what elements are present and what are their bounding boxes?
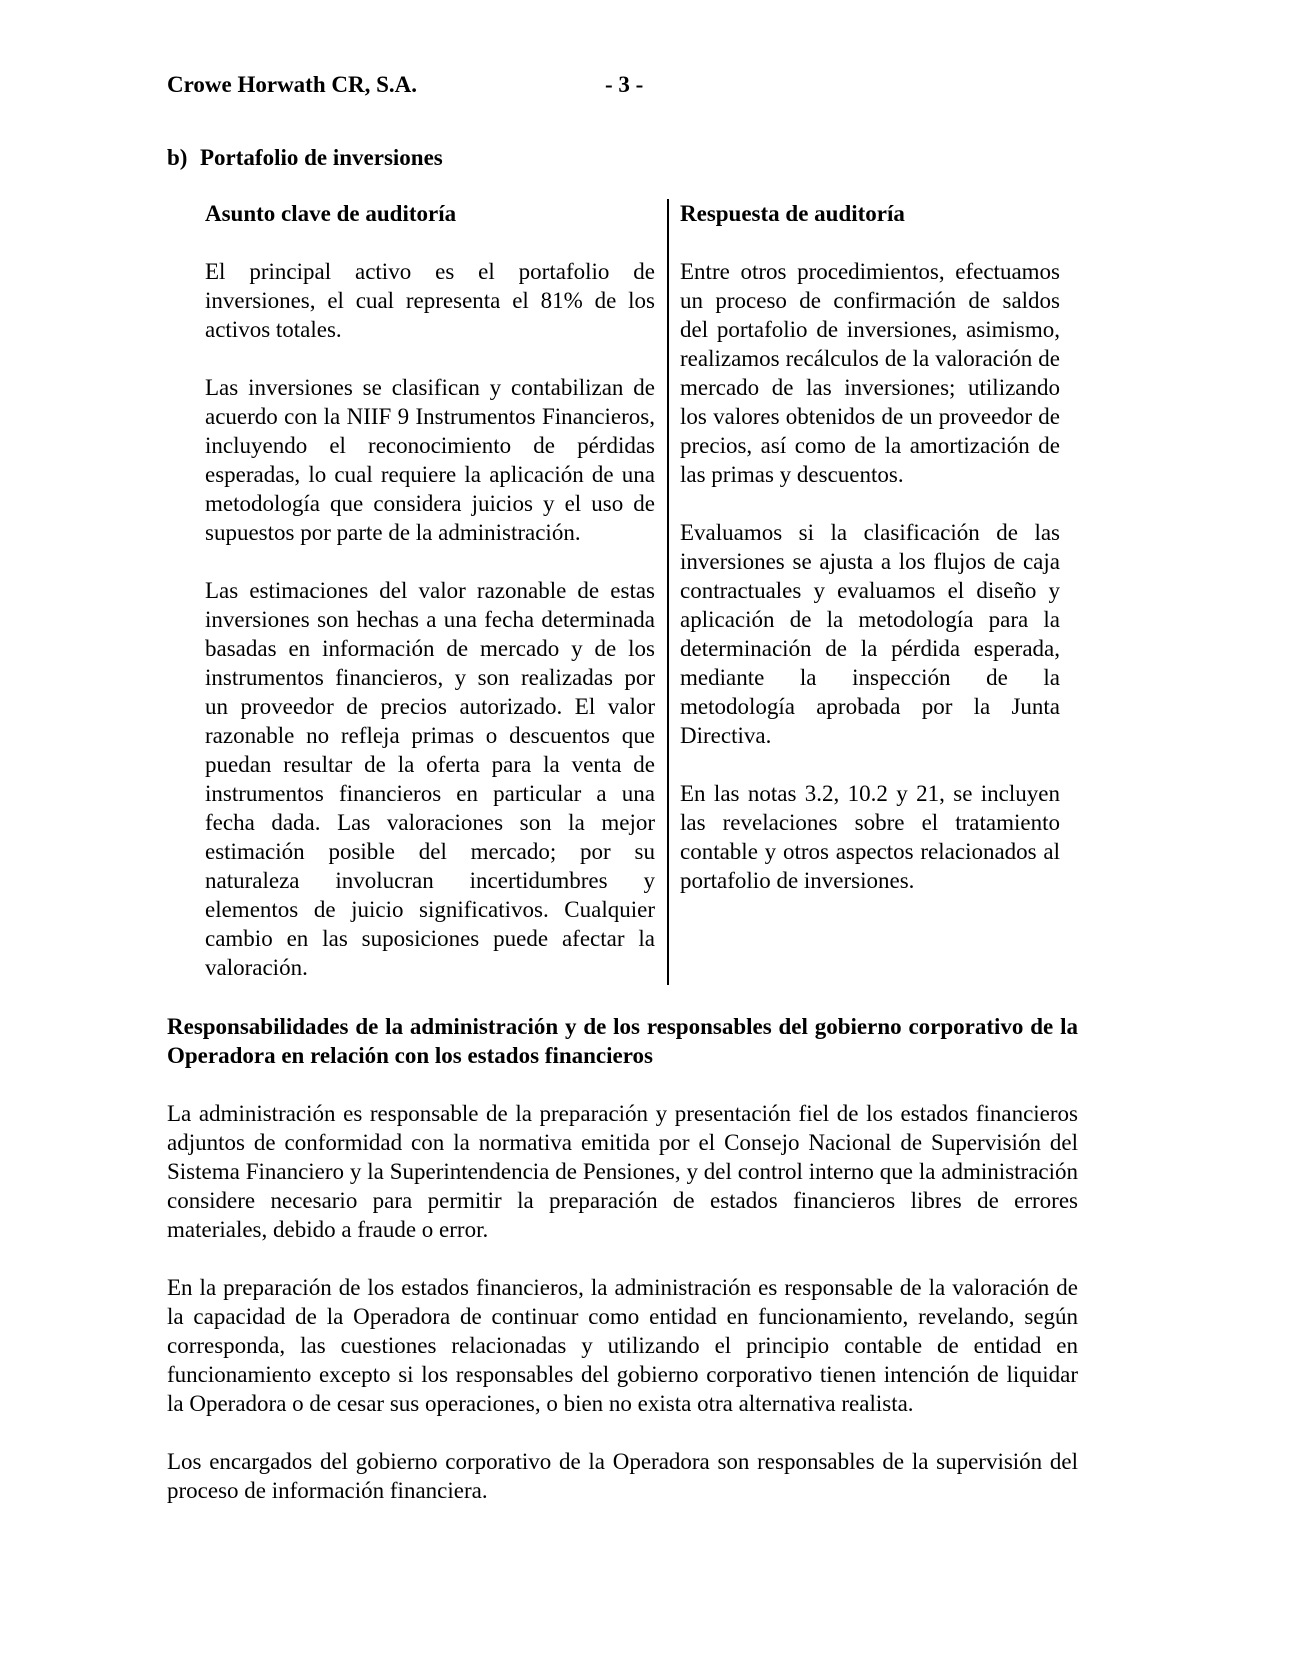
- kam-right-paragraph-3: En las notas 3.2, 10.2 y 21, se incluyen las revelaciones sobre el tratamiento contable y otros aspectos relacionados al portafolio de inversiones.: [680, 781, 1060, 893]
- page-header: [167, 70, 1078, 99]
- kam-left-paragraph-1: El principal activo es el portafolio de inversiones, el cual representa el 81% de los activos totales.: [205, 259, 655, 342]
- kam-right-column: [669, 199, 1060, 985]
- kam-left-paragraph-2: Las inversiones se clasifican y contabilizan de acuerdo con la NIIF 9 Instrumentos Financieros, incluyendo el reconocimiento de pérdidas esperadas, lo cual requiere la aplicación de una metodología que considera juicios y el uso de supuestos por parte de la administración.: [205, 375, 655, 545]
- kam-left-paragraph-3: Las estimaciones del valor razonable de estas inversiones son hechas a una fecha determinada basadas en información de mercado y de los instrumentos financieros, y son realizadas por un proveedor de precios autorizado. El valor razonable no refleja primas o descuentos que puedan resultar de la oferta para la venta de instrumentos financieros en particular a una fecha dada. Las valoraciones son la mejor estimación posible del mercado; por su naturaleza involucran incertidumbres y elementos de juicio significativos. Cualquier cambio en las suposiciones puede afectar la valoración.: [205, 578, 655, 980]
- section-b-label: b): [167, 145, 188, 170]
- kam-right-paragraph-2: Evaluamos si la clasificación de las inversiones se ajusta a los flujos de caja contractuales y evaluamos el diseño y aplicación de la metodología para la determinación de la pérdida esperada, mediante la inspección de la metodología aprobada por la Junta Directiva.: [680, 520, 1060, 748]
- kam-right-paragraph-1: Entre otros procedimientos, efectuamos un proceso de confirmación de saldos del portafolio de inversiones, asimismo, realizamos recálculos de la valoración de mercado de las inversiones; utilizando los valores obtenidos de un proveedor de precios, así como de la amortización de las primas y descuentos.: [680, 259, 1060, 487]
- kam-left-column: [205, 199, 667, 985]
- section-b-title: Portafolio de inversiones: [200, 145, 443, 170]
- responsibilities-heading: Responsabilidades de la administración y de los responsables del gobierno corporativo de la Operadora en relación con los estados financieros: [167, 1014, 1078, 1068]
- responsibilities-paragraph-3: Los encargados del gobierno corporativo de la Operadora son responsables de la supervisión del proceso de información financiera.: [167, 1449, 1078, 1503]
- responsibilities-paragraph-1: La administración es responsable de la preparación y presentación fiel de los estados financieros adjuntos de conformidad con la normativa emitida por el Consejo Nacional de Supervisión del Sistema Financiero y la Superintendencia de Pensiones, y del control interno que la administración considere necesario para permitir la preparación de estados financieros libres de errores materiales, debido a fraude o error.: [167, 1101, 1078, 1242]
- section-b-heading: [167, 143, 1078, 172]
- kam-right-column-header: Respuesta de auditoría: [680, 201, 905, 226]
- key-audit-matters-table: [205, 199, 1078, 985]
- page-number: - 3 -: [605, 72, 644, 97]
- kam-left-column-header: Asunto clave de auditoría: [205, 201, 457, 226]
- responsibilities-paragraph-2: En la preparación de los estados financieros, la administración es responsable de la valoración de la capacidad de la Operadora de continuar como entidad en funcionamiento, revelando, según corresponda, las cuestiones relacionadas y utilizando el principio contable de entidad en funcionamiento excepto si los responsables del gobierno corporativo tienen intención de liquidar la Operadora o de cesar sus operaciones, o bien no exista otra alternativa realista.: [167, 1275, 1078, 1416]
- company-name: Crowe Horwath CR, S.A.: [167, 72, 418, 97]
